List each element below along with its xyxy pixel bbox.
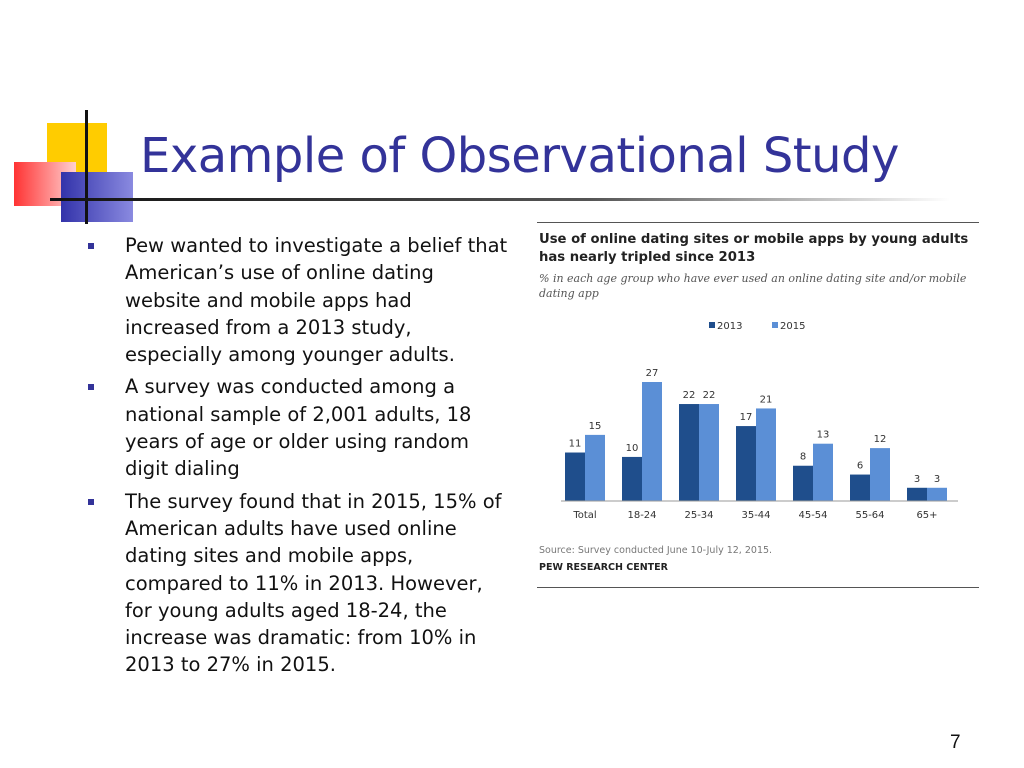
- legend-swatch-2013: [709, 322, 715, 328]
- bullet-list: [88, 232, 508, 684]
- x-tick-label-25-34: 25-34: [684, 510, 714, 521]
- legend-label-2013: 2013: [717, 321, 743, 332]
- data-label-45-54-2015: 13: [816, 429, 830, 441]
- bar-65+-2013: [907, 488, 927, 501]
- bar-Total-2013: [565, 453, 585, 501]
- decorative-vertical-line: [85, 110, 88, 224]
- bar-65+-2015: [927, 488, 947, 501]
- bullet-item: [88, 488, 508, 679]
- bar-18-24-2015: [642, 382, 662, 501]
- chart-subtitle: % in each age group who have ever used an online dating site and/or mobile dating app: [539, 272, 967, 300]
- bar-35-44-2013: [736, 426, 756, 501]
- legend-swatch-2015: [772, 322, 778, 328]
- bar-55-64-2015: [870, 448, 890, 501]
- page-number: 7: [950, 732, 961, 753]
- x-tick-label-55-64: 55-64: [855, 510, 885, 521]
- bullet-text: Pew wanted to investigate a belief that American’s use of online dating website and mobile apps had increased from a 2013 study, especially among younger adults.: [125, 234, 508, 367]
- data-label-55-64-2015: 12: [873, 434, 887, 446]
- bullet-square-icon: [88, 499, 94, 505]
- bar-chart: [537, 222, 979, 542]
- x-tick-label-Total: Total: [573, 510, 597, 521]
- data-label-Total-2015: 15: [588, 420, 602, 432]
- bar-45-54-2013: [793, 466, 813, 501]
- bar-55-64-2013: [850, 475, 870, 501]
- bullet-item: [88, 373, 508, 482]
- x-tick-label-18-24: 18-24: [627, 510, 657, 521]
- bar-35-44-2015: [756, 408, 776, 501]
- chart-organization: PEW RESEARCH CENTER: [539, 562, 668, 573]
- bullet-text: The survey found that in 2015, 15% of American adults have used online dating sites and mobile apps, compared to 11% in 2013. However, for young adults aged 18-24, the increase was dramatic: from 10% in 2013 to 27% in 2015.: [125, 489, 502, 677]
- bar-18-24-2013: [622, 457, 642, 501]
- data-label-35-44-2015: 21: [759, 394, 773, 406]
- bullet-square-icon: [88, 384, 94, 390]
- title-underline: [50, 198, 950, 201]
- data-label-18-24-2015: 27: [645, 368, 659, 379]
- bar-25-34-2013: [679, 404, 699, 501]
- data-label-25-34-2013: 22: [682, 390, 696, 402]
- bullet-item: [88, 232, 508, 368]
- chart-title: Use of online dating sites or mobile apps by young adults has nearly tripled since 2013: [539, 232, 969, 265]
- data-label-25-34-2015: 22: [702, 390, 716, 402]
- chart-source: Source: Survey conducted June 10-July 12, 2015.: [539, 545, 773, 556]
- x-tick-label-65+: 65+: [916, 510, 938, 521]
- x-tick-label-35-44: 35-44: [741, 510, 771, 521]
- data-label-65+-2015: 3: [933, 473, 941, 485]
- chart-panel: [537, 222, 979, 588]
- bar-25-34-2015: [699, 404, 719, 501]
- data-label-65+-2013: 3: [913, 473, 921, 485]
- bar-45-54-2015: [813, 444, 833, 501]
- slide-title: Example of Observational Study: [140, 128, 899, 184]
- legend-label-2015: 2015: [780, 321, 806, 332]
- chart-bottom-rule: [537, 587, 979, 588]
- decorative-blue-square: [61, 172, 133, 222]
- data-label-Total-2013: 11: [568, 438, 582, 450]
- data-label-55-64-2013: 6: [856, 460, 864, 472]
- bar-Total-2015: [585, 435, 605, 501]
- x-tick-label-45-54: 45-54: [798, 510, 828, 521]
- data-label-35-44-2013: 17: [739, 412, 753, 424]
- data-label-45-54-2013: 8: [799, 451, 807, 463]
- bullet-text: A survey was conducted among a national sample of 2,001 adults, 18 years of age or older using random digit dialing: [125, 375, 472, 481]
- data-label-18-24-2013: 10: [625, 442, 639, 454]
- bullet-square-icon: [88, 243, 94, 249]
